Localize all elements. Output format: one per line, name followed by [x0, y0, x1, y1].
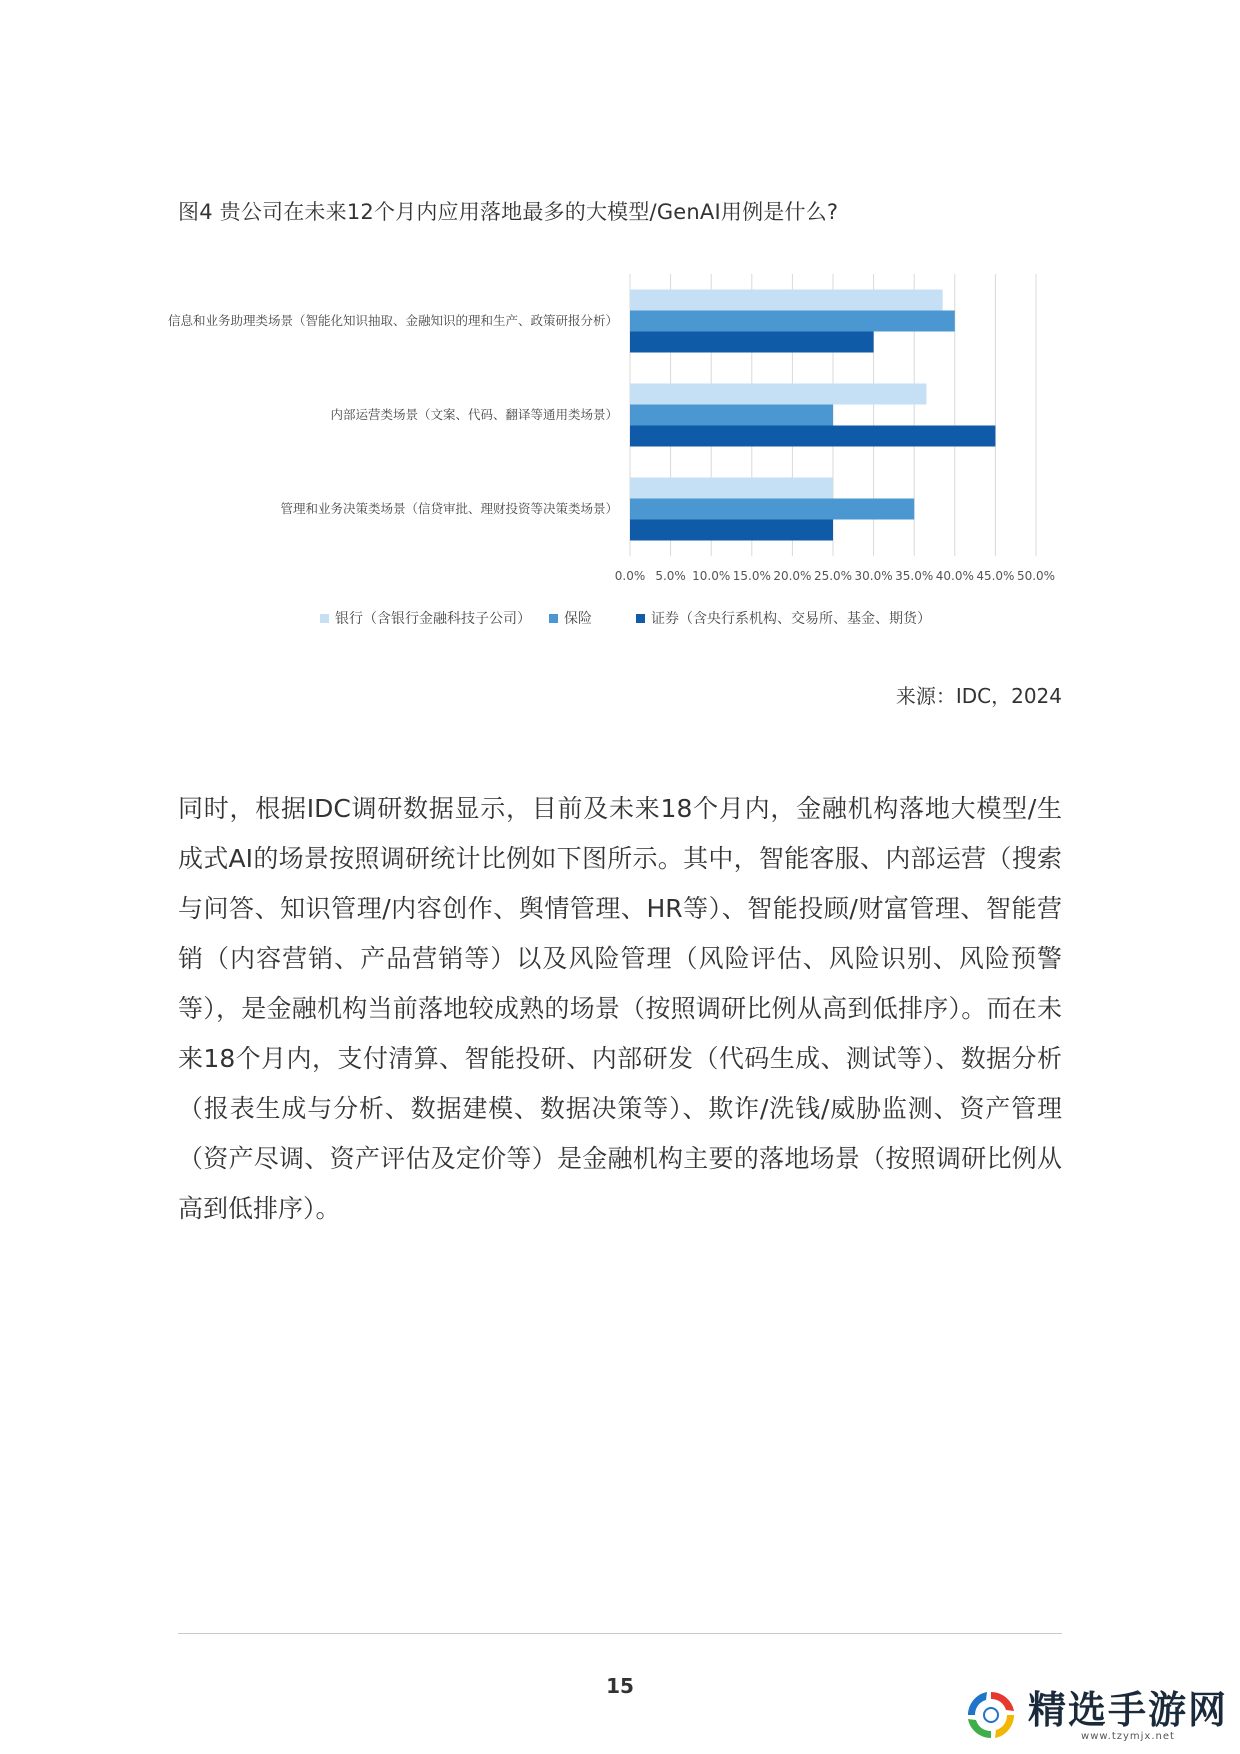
- watermark-name: 精选手游网: [1027, 1687, 1228, 1732]
- bar-1-0: [630, 384, 926, 405]
- chart-legend: [320, 608, 931, 628]
- legend-label-securities: 证券（含央行系机构、交易所、基金、期货）: [651, 611, 931, 627]
- bar-1-1: [630, 405, 833, 426]
- x-tick-label-7: 35.0%: [895, 569, 934, 583]
- figure-title: 图4 贵公司在未来12个月内应用落地最多的大模型/GenAI用例是什么?: [178, 200, 839, 224]
- footer-divider: [178, 1633, 1062, 1634]
- bar-0-2: [630, 332, 874, 353]
- legend-item-bank: [320, 608, 531, 628]
- x-tick-label-0: 0.0%: [614, 569, 646, 583]
- source-note: 来源：IDC，2024: [895, 684, 1062, 708]
- legend-swatch-bank: [320, 614, 329, 623]
- legend-swatch-securities: [636, 614, 645, 623]
- bar-1-2: [630, 426, 995, 447]
- bar-0-1: [630, 311, 955, 332]
- category-label-0: 信息和业务助理类场景（智能化知识抽取、金融知识的理和生产、政策研报分析）: [167, 313, 618, 328]
- legend-label-bank: 银行（含银行金融科技子公司）: [335, 611, 531, 627]
- legend-item-insurance: [549, 608, 592, 628]
- legend-swatch-insurance: [549, 614, 558, 623]
- legend-item-securities: [636, 608, 931, 628]
- watermark-url: www.tzymjx.net: [1081, 1730, 1175, 1742]
- category-label-2: 管理和业务决策类场景（信贷审批、理财投资等决策类场景）: [280, 501, 618, 516]
- x-tick-label-1: 5.0%: [655, 569, 686, 583]
- bar-0-0: [630, 290, 943, 311]
- watermark: [962, 1686, 1228, 1744]
- bar-2-2: [630, 520, 833, 541]
- page-number: 15: [606, 1674, 634, 1698]
- x-tick-label-10: 50.0%: [1016, 569, 1056, 583]
- watermark-logo-icon: [962, 1686, 1020, 1744]
- bar-2-1: [630, 499, 914, 520]
- x-tick-label-9: 45.0%: [976, 569, 1015, 583]
- x-tick-label-2: 10.0%: [692, 569, 731, 583]
- bar-chart: [0, 0, 1240, 600]
- x-tick-label-3: 15.0%: [732, 569, 771, 583]
- x-tick-label-4: 20.0%: [773, 569, 812, 583]
- x-tick-label-8: 40.0%: [935, 569, 974, 583]
- bar-2-0: [630, 478, 833, 499]
- legend-label-insurance: 保险: [564, 611, 592, 627]
- body-paragraph: 同时，根据IDC调研数据显示，目前及未来18个月内，金融机构落地大模型/生成式AI的场景按照调研统计比例如下图所示。其中，智能客服、内部运营（搜索与问答、知识管理/内容创作、舆情管理、HR等）、智能投顾/财富管理、智能营销（内容营销、产品营销等）以及风险管理（风险评估、风险识别、风险预警等），是金融机构当前落地较成熟的场景（按照调研比例从高到低排序）。而在未来18个月内，支付清算、智能投研、内部研发（代码生成、测试等）、数据分析（报表生成与分析、数据建模、数据决策等）、欺诈/洗钱/威胁监测、资产管理（资产尽调、资产评估及定价等）是金融机构主要的落地场景（按照调研比例从高到低排序）。: [178, 794, 1062, 1223]
- x-tick-label-5: 25.0%: [813, 569, 853, 583]
- category-label-1: 内部运营类场景（文案、代码、翻译等通用类场景）: [330, 407, 618, 422]
- x-tick-label-6: 30.0%: [854, 569, 893, 583]
